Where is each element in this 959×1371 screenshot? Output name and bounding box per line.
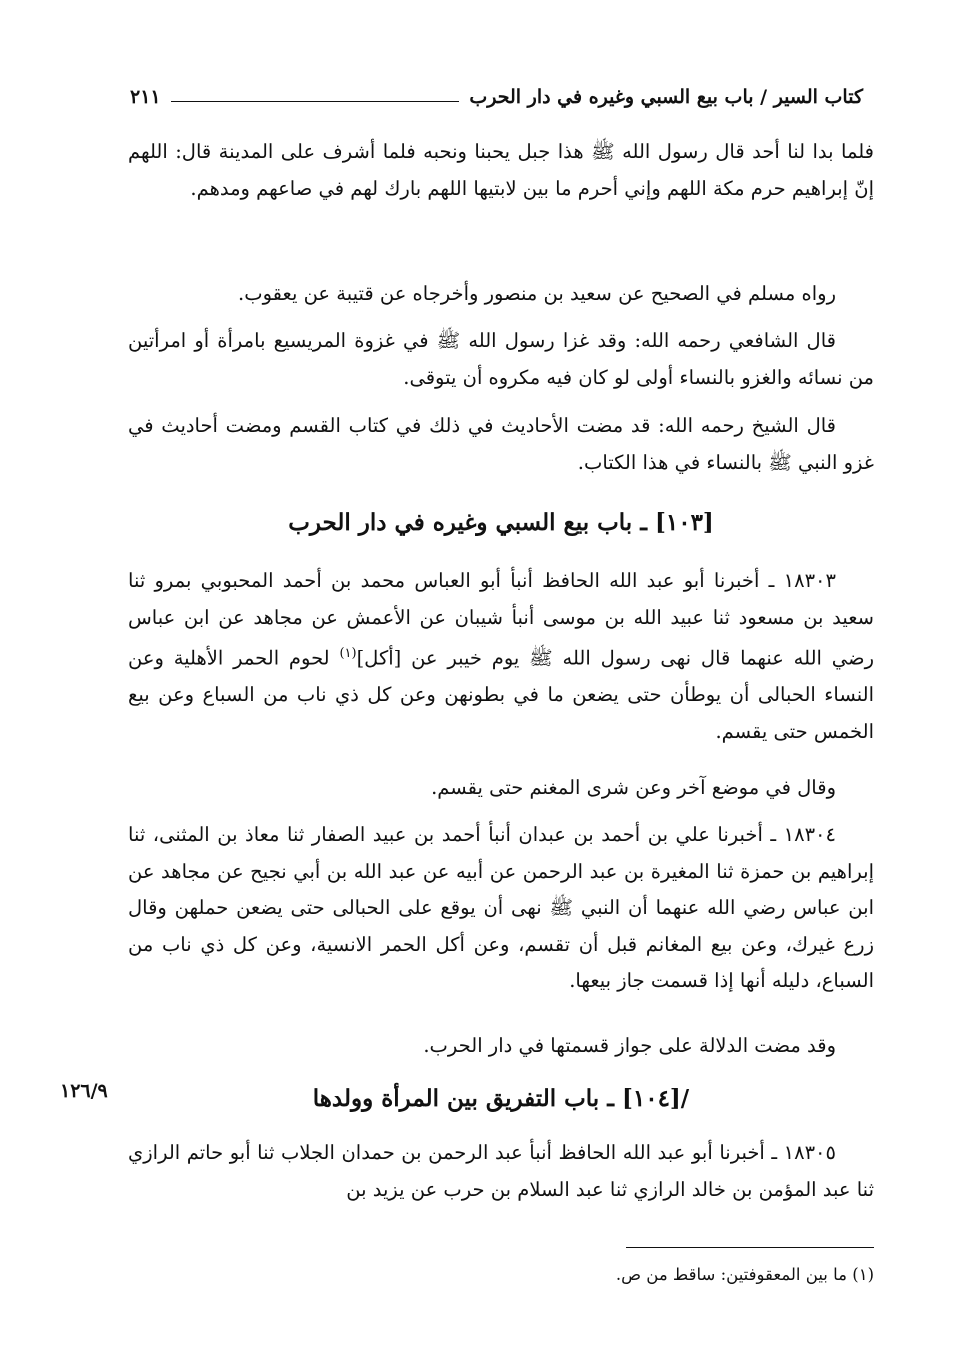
page-number: ٢١١: [130, 86, 161, 108]
paragraph-shafii: [128, 323, 874, 396]
paragraph-proof: [128, 1028, 874, 1065]
hadith-18304: [128, 817, 874, 1000]
footnote-separator: [626, 1247, 874, 1248]
paragraph-opening-hadith: [128, 134, 874, 207]
paragraph-text: وقد مضت الدلالة على جواز قسمتها في دار الحرب.: [423, 1034, 836, 1057]
running-head: [130, 86, 863, 108]
chapter-heading-103: [١٠٣] ـ باب بيع السبي وغيره في دار الحرب: [288, 509, 714, 536]
hadith-18305: [128, 1135, 874, 1208]
chapter-heading-104: /[١٠٤] ـ باب التفريق بين المرأة وولدها: [312, 1085, 690, 1112]
running-head-title: كتاب السير / باب بيع السبي وغيره في دار الحرب: [469, 86, 863, 108]
paragraph-text: وقال في موضع آخر وعن شرى المغنم حتى يقسم.: [431, 776, 836, 799]
footnote-reference: (١): [339, 646, 357, 661]
paragraph-text: فلما بدا لنا أحد قال رسول الله ﷺ هذا جبل يحبنا ونحبه فلما أشرف على المدينة قال: اللهم إنّ إبراهيم حرم مكة اللهم وإني أحرم ما بين لابتيها اللهم بارك لهم في صاعهم ومدهم.: [128, 140, 874, 200]
paragraph-muslim-narration: [128, 276, 874, 313]
hadith-text-part: ١٨٣٠٣ ـ أخبرنا أبو عبد الله الحافظ أنبأ أبو العباس محمد بن أحمد المحبوبي بمرو ثنا سعيد بن مسعود ثنا عبيد الله بن موسى أنبأ شيبان عن الأعمش عن مجاهد عن ابن عباس رضي الله عنهما قال نهى رسول الله ﷺ يوم خيبر عن [أكل]: [128, 569, 874, 670]
margin-volume-page-ref: ١٢٦/٩: [60, 1080, 108, 1102]
paragraph-text: قال الشيخ رحمه الله: قد مضت الأحاديث في ذلك في كتاب القسم ومضت أحاديث في غزو النبي ﷺ بالنساء في هذا الكتاب.: [128, 414, 874, 474]
hadith-18303: [128, 563, 874, 750]
paragraph-text: رواه مسلم في الصحيح عن سعيد بن منصور وأخرجاه عن قتيبة عن يعقوب.: [238, 282, 836, 305]
hadith-text-part: لحوم الحمر الأهلية وعن النساء الحبالى أن يوطأن حتى يضعن ما في بطونهن وعن كل ذي ناب من السباع وعن بيع الخمس حتى يقسم.: [128, 646, 874, 743]
paragraph-sheikh: [128, 408, 874, 481]
hadith-text: [128, 563, 874, 750]
paragraph-text: قال الشافعي رحمه الله: وقد غزا رسول الله ﷺ في غزوة المريسيع بامرأة أو امرأتين من نسائه والغزو بالنساء أولى لو كان فيه مكروه أن يتوقى.: [128, 329, 874, 389]
hadith-text: ١٨٣٠٤ ـ أخبرنا علي بن أحمد بن عبدان أنبأ أحمد بن عبيد الصفار ثنا معاذ بن المثنى، ثنا إبراهيم بن حمزة ثنا المغيرة بن عبد الرحمن عن أبيه عن عبد الله بن أبي نجيح عن مجاهد عن ابن عباس رضي الله عنهما أن النبي ﷺ نهى أن يوقع على الحبالى حتى يضعن حملهن وقال زرع غيرك، وعن بيع المغانم قبل أن تقسم، وعن أكل الحمر الانسية، وعن كل ذي ناب من السباع، دليله أنها إذا قسمت جاز بيعها.: [128, 823, 874, 992]
hadith-text: ١٨٣٠٥ ـ أخبرنا أبو عبد الله الحافظ أنبأ عبد الرحمن بن حمدان الجلاب ثنا أبو حاتم الرازي ثنا عبد المؤمن بن خالد الرازي ثنا عبد السلام بن حرب عن يزيد بن: [128, 1141, 874, 1201]
footnote: (١) ما بين المعقوفتين: ساقط من ص.: [615, 1265, 874, 1284]
running-head-rule: [171, 101, 460, 102]
paragraph-other-place: [128, 770, 874, 807]
